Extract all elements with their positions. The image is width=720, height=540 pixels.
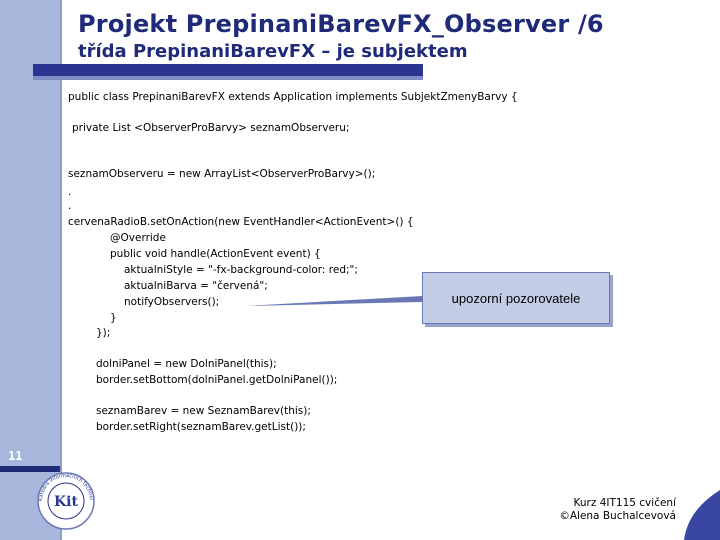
code-line: notifyObservers();: [124, 296, 220, 308]
code-line: .: [68, 186, 72, 198]
footer: [559, 497, 676, 523]
slide-title: Projekt PrepinaniBarevFX_Observer /6: [78, 10, 604, 38]
code-line: seznamBarev = new SeznamBarev(this);: [96, 405, 311, 417]
slide-number: 11: [8, 449, 23, 463]
corner-decoration: [684, 490, 720, 540]
code-line: border.setRight(seznamBarev.getList());: [96, 421, 306, 433]
slide-subtitle: třída PrepinaniBarevFX – je subjektem: [78, 41, 468, 62]
code-line: border.setBottom(dolniPanel.getDolniPanel());: [96, 374, 338, 386]
code-line: });: [96, 327, 111, 339]
code-line: public class PrepinaniBarevFX extends Application implements SubjektZmenyBarvy {: [68, 91, 518, 103]
code-line: @Override: [110, 232, 166, 244]
code-line: aktualniBarva = "červená";: [124, 280, 268, 292]
code-line: cervenaRadioB.setOnAction(new EventHandler<ActionEvent>() {: [68, 216, 414, 228]
code-line: .: [68, 200, 72, 212]
callout-box: [422, 272, 610, 324]
callout-pointer-shape: [246, 296, 422, 306]
logo-text: Kit: [54, 494, 78, 510]
code-line: seznamObserveru = new ArrayList<ObserverProBarvy>();: [68, 168, 376, 180]
code-line: private List <ObserverProBarvy> seznamObserveru;: [72, 122, 350, 134]
kit-logo: [28, 470, 104, 532]
logo-ring-text: Katedra informačních technol: [37, 472, 94, 502]
callout-text: upozorní pozorovatele: [451, 290, 581, 306]
code-line: }: [110, 312, 117, 324]
code-line: dolniPanel = new DolniPanel(this);: [96, 358, 277, 370]
code-line: public void handle(ActionEvent event) {: [110, 248, 321, 260]
footer-author: ©Alena Buchalcevová: [559, 510, 676, 522]
footer-course: Kurz 4IT115 cvičení: [573, 497, 676, 509]
code-line: aktualniStyle = "-fx-background-color: red;";: [124, 264, 358, 276]
